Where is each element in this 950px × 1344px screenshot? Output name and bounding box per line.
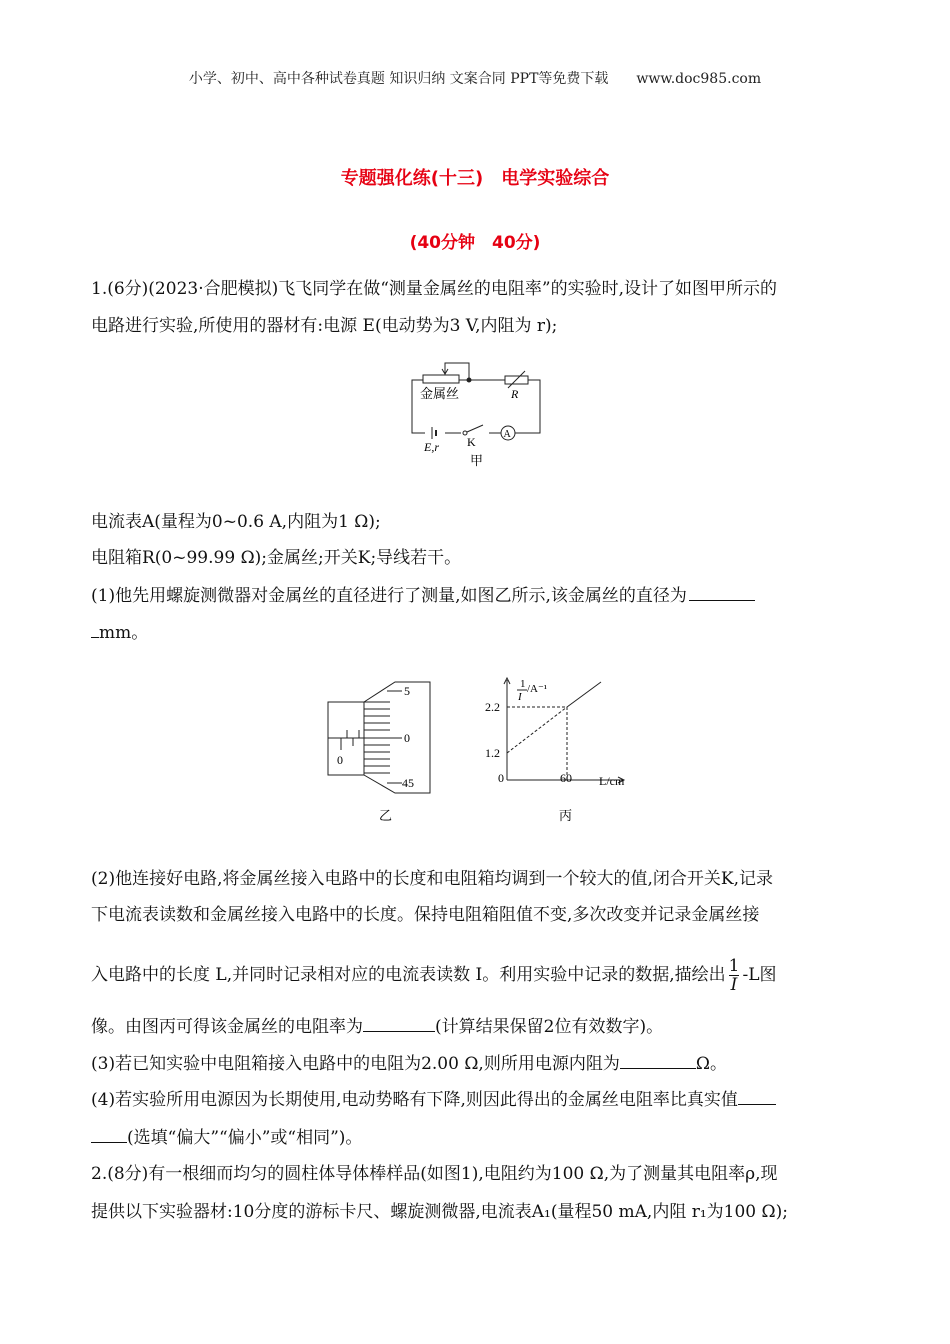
xtick-60: 60 bbox=[560, 771, 572, 785]
label-R: R bbox=[511, 387, 519, 401]
label-Er: E,r bbox=[424, 440, 439, 454]
caption-yi: 乙 bbox=[379, 808, 393, 823]
page-subtitle: (40分钟 40分) bbox=[409, 233, 541, 253]
ytick-1.2: 1.2 bbox=[485, 746, 500, 760]
figure-jia-circuit bbox=[405, 358, 550, 470]
answer-blank-cont[interactable] bbox=[91, 1126, 127, 1143]
label-wire: 金属丝 bbox=[420, 386, 460, 401]
ylabel-den: I bbox=[518, 691, 522, 703]
q1-part4-line2 bbox=[91, 1126, 861, 1150]
q1-line2: 电路进行实验,所使用的器材有:电源 E(电动势为3 V,内阻为 r); bbox=[91, 316, 558, 336]
page-header bbox=[0, 68, 950, 88]
sleeve-0: 0 bbox=[337, 753, 343, 767]
ylabel-unit: /A⁻¹ bbox=[527, 683, 548, 695]
tick-45: 45 bbox=[402, 776, 414, 790]
page-title: 专题强化练(十三) 电学实验综合 bbox=[340, 168, 610, 189]
answer-blank[interactable] bbox=[689, 584, 755, 601]
q1-part2-line1: (2)他连接好电路,将金属丝接入电路中的长度和电阻箱均调到一个较大的值,闭合开关K,记录 bbox=[91, 869, 773, 889]
caption-jia: 甲 bbox=[470, 453, 484, 468]
text: (4)若实验所用电源因为长期使用,电动势略有下降,则因此得出的金属丝电阻率比真实值 bbox=[91, 1090, 738, 1110]
text: (选填“偏大”“偏小”或“相同”)。 bbox=[127, 1128, 363, 1148]
q1-part3 bbox=[91, 1052, 861, 1076]
answer-blank-cont[interactable] bbox=[91, 621, 99, 638]
text: -L图 bbox=[742, 965, 777, 985]
q2-line1: 2.(8分)有一根细而均匀的圆柱体导体棒样品(如图1),电阻约为100 Ω,为了测量其电阻率ρ,现 bbox=[91, 1164, 778, 1184]
caption-bing: 丙 bbox=[559, 808, 573, 823]
denominator: I bbox=[730, 975, 738, 995]
q1-part2-line3 bbox=[91, 955, 861, 995]
q1-part1-cont bbox=[91, 621, 861, 645]
header-text: 小学、初中、高中各种试卷真题 知识归纳 文案合同 PPT等免费下载 bbox=[188, 71, 609, 87]
fraction-1-over-I bbox=[729, 957, 740, 994]
q1-part2-line4 bbox=[91, 1015, 861, 1039]
tick-0: 0 bbox=[404, 731, 410, 745]
text: (计算结果保留2位有效数字)。 bbox=[435, 1017, 664, 1037]
text: mm。 bbox=[99, 623, 149, 643]
text: (1)他先用螺旋测微器对金属丝的直径进行了测量,如图乙所示,该金属丝的直径为 bbox=[91, 586, 687, 606]
origin-0: 0 bbox=[498, 771, 504, 785]
answer-blank[interactable] bbox=[363, 1015, 435, 1032]
text: 入电路中的长度 L,并同时记录相对应的电流表读数 I。利用实验中记录的数据,描绘出 bbox=[91, 965, 726, 985]
numerator: 1 bbox=[728, 956, 740, 976]
q1-part2-line2: 下电流表读数和金属丝接入电路中的长度。保持电阻箱阻值不变,多次改变并记录金属丝接 bbox=[91, 905, 760, 925]
ammeter-icon: A bbox=[503, 429, 511, 440]
answer-blank[interactable] bbox=[738, 1088, 776, 1105]
q1-part4-line1 bbox=[91, 1088, 861, 1112]
figure-bing-graph bbox=[480, 670, 640, 825]
answer-blank[interactable] bbox=[620, 1052, 696, 1069]
text: 像。由图丙可得该金属丝的电阻率为 bbox=[91, 1017, 363, 1037]
figure-yi-micrometer bbox=[325, 675, 435, 825]
q1-line3: 电流表A(量程为0~0.6 A,内阻为1 Ω); bbox=[91, 512, 381, 532]
q1-line1: 1.(6分)(2023·合肥模拟)飞飞同学在做“测量金属丝的电阻率”的实验时,设计了如图甲所示的 bbox=[91, 279, 778, 299]
tick-5: 5 bbox=[404, 684, 410, 698]
xlabel: L/cm bbox=[599, 774, 625, 788]
text: (3)若已知实验中电阻箱接入电路中的电阻为2.00 Ω,则所用电源内阻为 bbox=[91, 1054, 620, 1074]
q1-part1 bbox=[91, 584, 861, 608]
ytick-2.2: 2.2 bbox=[485, 700, 500, 714]
q1-line4: 电阻箱R(0~99.99 Ω);金属丝;开关K;导线若干。 bbox=[91, 548, 462, 568]
q2-line2: 提供以下实验器材:10分度的游标卡尺、螺旋测微器,电流表A₁(量程50 mA,内阻 r₁为100 Ω); bbox=[91, 1202, 788, 1222]
label-K: K bbox=[467, 435, 476, 449]
text: Ω。 bbox=[695, 1054, 727, 1074]
header-url: www.doc985.com bbox=[636, 71, 762, 87]
ylabel-num: 1 bbox=[520, 678, 526, 690]
